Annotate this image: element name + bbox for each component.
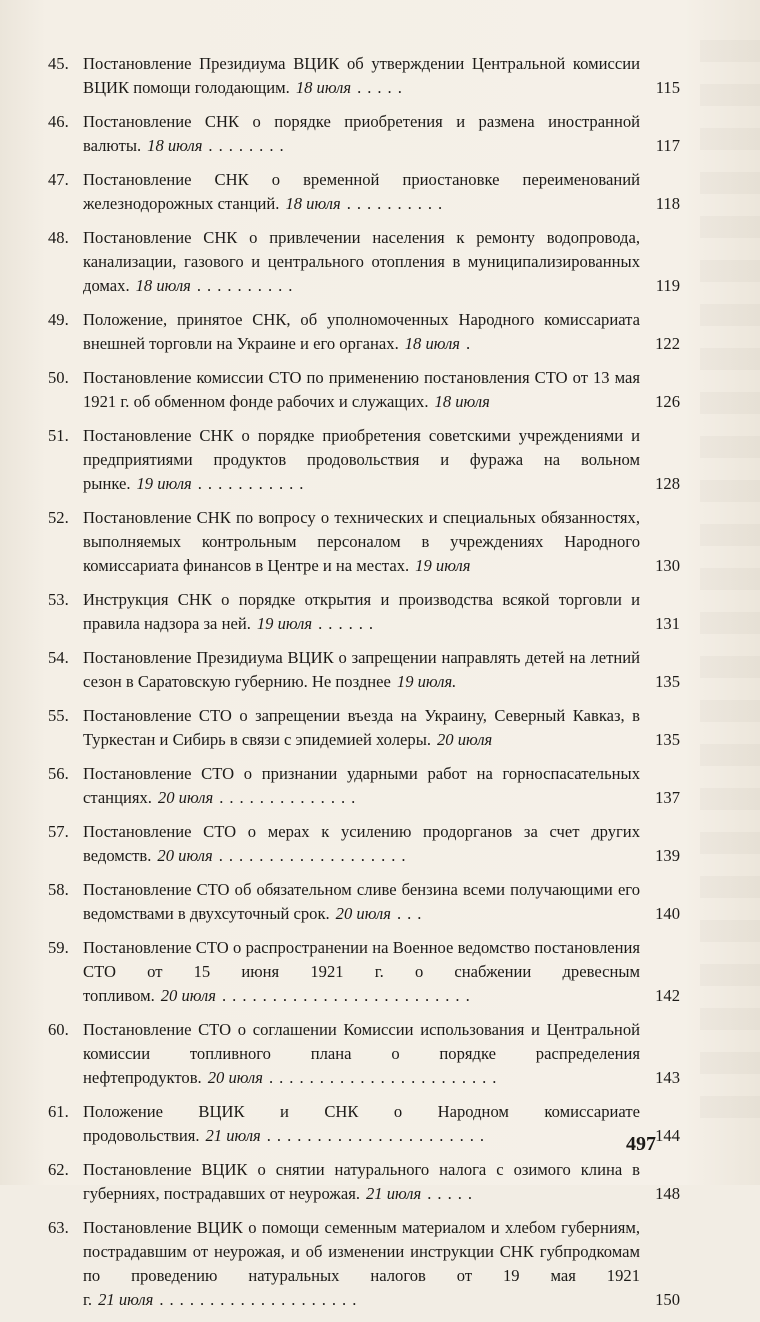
toc-entry	[48, 52, 680, 100]
entry-page: 131	[655, 614, 680, 633]
entry-page: 135	[655, 672, 680, 691]
entry-number: 50.	[48, 368, 69, 387]
toc-entry	[48, 762, 680, 810]
entry-text	[83, 110, 640, 158]
toc-entry	[48, 704, 680, 752]
entry-title: Постановление СНК о порядке приобретения советскими учреждениями и предприятиями продуктов продовольствия и фуража на вольном рынке.	[83, 426, 640, 493]
leader-dots: .........................	[222, 986, 476, 1005]
entry-text	[83, 424, 640, 496]
leader-dots: .....	[427, 1184, 479, 1203]
entry-number: 55.	[48, 706, 69, 725]
entry-title: Постановление СТО о признании ударными работ на горноспасательных станциях.	[83, 764, 640, 807]
entry-title: Постановление СТО о соглашении Комиссии использования и Центральной комиссии топливного плана о порядке распределения нефтепродуктов.	[83, 1020, 640, 1087]
leader-dots: ..........	[196, 276, 299, 295]
entry-date: 21 июля	[205, 1126, 261, 1145]
toc-entry	[48, 1158, 680, 1206]
entry-text	[83, 936, 640, 1008]
entry-number: 59.	[48, 938, 69, 957]
entry-page: 143	[655, 1068, 680, 1087]
entry-text	[83, 1158, 640, 1206]
entry-text	[83, 226, 640, 298]
entry-text	[83, 1100, 640, 1148]
entry-date: 18 июля	[147, 136, 203, 155]
entry-number: 58.	[48, 880, 69, 899]
toc-entry	[48, 308, 680, 356]
entry-title: Постановление Президиума ВЦИК об утверждении Центральной комиссии ВЦИК помощи голодающим.	[83, 54, 640, 97]
entry-date: 20 июля	[157, 846, 213, 865]
entry-date: 21 июля	[365, 1184, 422, 1203]
toc-entry	[48, 506, 680, 578]
leader-dots: ..............	[219, 788, 362, 807]
entry-page: 150	[655, 1290, 680, 1309]
toc-entry	[48, 588, 680, 636]
entry-page: 139	[655, 846, 680, 865]
toc-entry	[48, 110, 680, 158]
toc-entry	[48, 1018, 680, 1090]
entry-number: 49.	[48, 310, 69, 329]
entry-title: Постановление СТО о запрещении въезда на Украину, Северный Кавказ, в Туркестан и Сибирь в связи с эпидемией холеры.	[83, 706, 640, 749]
entry-number: 56.	[48, 764, 69, 783]
table-of-contents	[48, 52, 680, 1322]
toc-entry	[48, 878, 680, 926]
entry-number: 46.	[48, 112, 69, 131]
entry-date: 21 июля	[98, 1290, 154, 1309]
entry-text	[83, 588, 640, 636]
toc-entry	[48, 168, 680, 216]
entry-number: 57.	[48, 822, 69, 841]
entry-page: 137	[655, 788, 680, 807]
entry-title: Инструкция СНК о порядке открытия и производства всякой торговли и правила надзора за ней.	[83, 590, 640, 633]
entry-date: 19 июля.	[396, 672, 457, 691]
entry-date: 19 июля	[136, 474, 192, 493]
entry-title: Постановление СТО о распространении на Военное ведомство постановления СТО от 15 июня 1921 г. о снабжении древесным топливом.	[83, 938, 640, 1005]
entry-date: 18 июля	[404, 334, 461, 353]
entry-title: Постановление СТО об обязательном сливе бензина всеми получающими его ведомствами в двухсуточный срок.	[83, 880, 640, 923]
entry-page: 119	[655, 276, 680, 295]
entry-page: 115	[655, 78, 680, 97]
entry-title: Постановление СТО о мерах к усилению продорганов за счет других ведомств.	[83, 822, 640, 865]
entry-text	[83, 506, 640, 578]
toc-entry	[48, 646, 680, 694]
entry-title: Постановление ВЦИК о снятии натурального налога с озимого клина в губерниях, пострадавших от неурожая.	[83, 1160, 640, 1203]
leader-dots: .	[466, 334, 477, 353]
leader-dots: .......................	[269, 1068, 503, 1087]
entry-text	[83, 366, 640, 414]
leader-dots: ........	[208, 136, 290, 155]
entry-text	[83, 1216, 640, 1312]
entry-date: 20 июля	[437, 730, 493, 749]
entry-page: 130	[655, 556, 680, 575]
entry-page: 128	[655, 474, 680, 493]
entry-title: Постановление Президиума ВЦИК о запрещении направлять детей на летний сезон в Саратовскую губернию. Не позднее	[83, 648, 640, 691]
entry-number: 54.	[48, 648, 69, 667]
leader-dots: ....................	[159, 1290, 363, 1309]
entry-date: 19 июля	[256, 614, 313, 633]
entry-number: 53.	[48, 590, 69, 609]
entry-title: Постановление СНК по вопросу о технических и специальных обязанностях, выполняемых контрольным персоналом в учреждениях Народного комиссариата финансов в Центре и на местах.	[83, 508, 640, 575]
entry-text	[83, 646, 640, 694]
entry-page: 126	[655, 392, 680, 411]
entry-text	[83, 820, 640, 868]
entry-number: 63.	[48, 1218, 69, 1237]
toc-entry	[48, 1216, 680, 1312]
leader-dots: ......................	[266, 1126, 491, 1145]
entry-page: 117	[655, 136, 680, 155]
leader-dots: ...................	[218, 846, 412, 865]
entry-number: 45.	[48, 54, 69, 73]
entry-page: 135	[655, 730, 680, 749]
entry-date: 18 июля	[285, 194, 341, 213]
entry-number: 47.	[48, 170, 69, 189]
entry-date: 18 июля	[434, 392, 490, 411]
toc-entry	[48, 820, 680, 868]
entry-page: 144	[655, 1126, 680, 1145]
entry-number: 52.	[48, 508, 69, 527]
entry-page: 122	[655, 334, 680, 353]
toc-entry	[48, 366, 680, 414]
leader-dots: ...........	[197, 474, 310, 493]
leader-dots: .....	[357, 78, 408, 97]
entry-title: Постановление СНК о временной приостановке переименований железнодорожных станций.	[83, 170, 640, 213]
entry-date: 20 июля	[335, 904, 391, 923]
toc-entry	[48, 1100, 680, 1148]
entry-title: Положение, принятое СНК, об уполномоченных Народного комиссариата внешней торговли на Украине и его органах.	[83, 310, 640, 353]
leader-dots: ..........	[346, 194, 449, 213]
entry-date: 18 июля	[135, 276, 191, 295]
entry-page: 142	[655, 986, 680, 1005]
entry-text	[83, 762, 640, 810]
page-number: 497	[626, 1133, 656, 1155]
entry-date: 20 июля	[157, 788, 214, 807]
entry-text	[83, 1018, 640, 1090]
entry-text	[83, 878, 640, 926]
entry-page: 140	[655, 904, 680, 923]
entry-number: 51.	[48, 426, 69, 445]
entry-number: 62.	[48, 1160, 69, 1179]
entry-date: 20 июля	[160, 986, 217, 1005]
entry-title: Постановление СНК о порядке приобретения и размена иностранной валюты.	[83, 112, 640, 155]
entry-title: Постановление ВЦИК о помощи семенным материалом и хлебом губерниям, пострадавшим от неурожая, и об изменении инструкции СНК губпродкомам по проведению натуральных налогов от 19 мая 1921 г.	[83, 1218, 640, 1309]
entry-title: Положение ВЦИК и СНК о Народном комиссариате продовольствия.	[83, 1102, 640, 1145]
entry-date: 19 июля	[415, 556, 471, 575]
entry-date: 18 июля	[295, 78, 352, 97]
toc-entry	[48, 226, 680, 298]
leader-dots: ...	[396, 904, 428, 923]
toc-entry	[48, 936, 680, 1008]
entry-text	[83, 168, 640, 216]
entry-page: 118	[655, 194, 680, 213]
entry-text	[83, 308, 640, 356]
entry-text	[83, 52, 640, 100]
entry-page: 148	[655, 1184, 680, 1203]
entry-number: 61.	[48, 1102, 69, 1121]
entry-number: 48.	[48, 228, 69, 247]
entry-text	[83, 704, 640, 752]
entry-date: 20 июля	[207, 1068, 263, 1087]
leader-dots: ......	[318, 614, 380, 633]
toc-entry	[48, 424, 680, 496]
entry-number: 60.	[48, 1020, 69, 1039]
entry-title: Постановление комиссии СТО по применению постановления СТО от 13 мая 1921 г. об обменном фонде рабочих и служащих.	[83, 368, 640, 411]
entry-title: Постановление СНК о привлечении населения к ремонту водопровода, канализации, газового и центрального отопления в муниципализированных домах.	[83, 228, 640, 295]
bleed-through-shadow	[700, 40, 760, 1140]
